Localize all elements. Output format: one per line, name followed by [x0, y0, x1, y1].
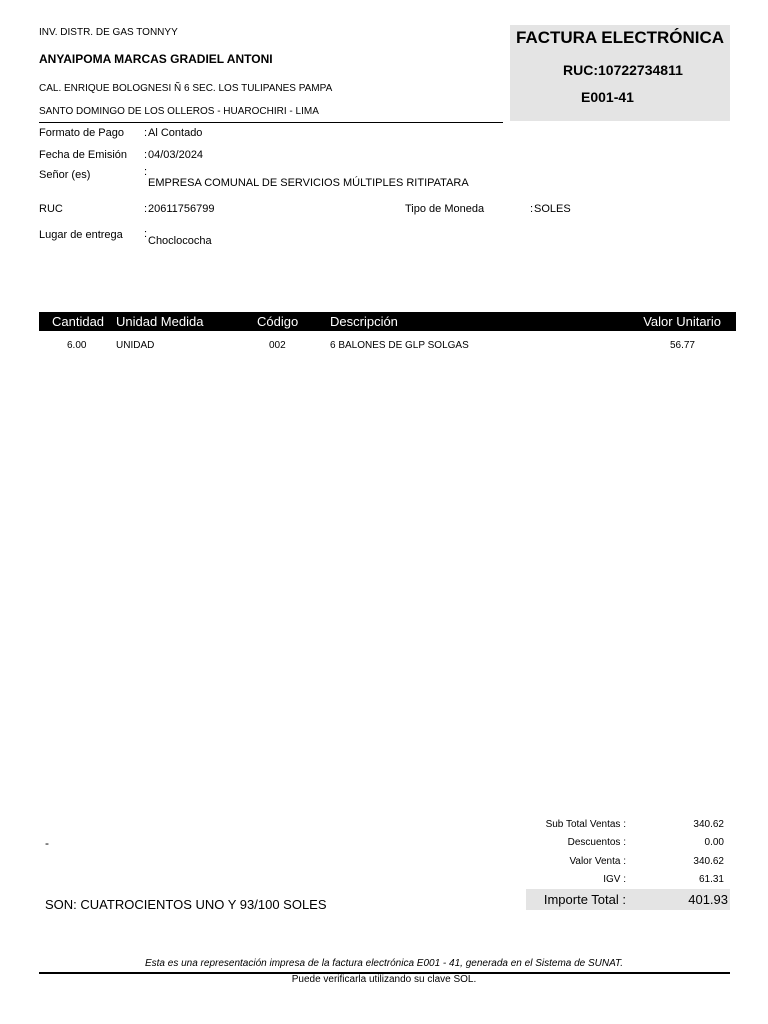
discount-value: 0.00	[704, 837, 724, 848]
issuer-legal-name: ANYAIPOMA MARCAS GRADIEL ANTONI	[39, 52, 273, 66]
col-code-header: Código	[257, 314, 299, 329]
document-ruc	[563, 62, 683, 78]
issuer-trade-name: INV. DISTR. DE GAS TONNYY	[39, 27, 178, 38]
currency-colon: :	[530, 203, 534, 215]
document-ruc-label: RUC:	[563, 62, 598, 78]
col-unit-value-header: Valor Unitario	[643, 314, 721, 329]
row-description: 6 BALONES DE GLP SOLGAS	[330, 340, 469, 351]
delivery-label: Lugar de entrega	[39, 229, 123, 241]
row-quantity: 6.00	[67, 340, 87, 351]
payment-label: Formato de Pago	[39, 127, 124, 139]
col-unit-header: Unidad Medida	[116, 314, 204, 329]
customer-ruc-colon: :	[144, 203, 148, 215]
col-quantity-header: Cantidad	[52, 314, 105, 329]
delivery-value: Choclococha	[148, 235, 212, 247]
payment-value: Al Contado	[148, 127, 203, 139]
igv-value: 61.31	[698, 874, 724, 885]
issuer-address-line1: CAL. ENRIQUE BOLOGNESI Ñ 6 SEC. LOS TULIPANES PAMPA	[39, 83, 333, 94]
subtotal-value: 340.62	[693, 819, 724, 830]
footer-note: Esta es una representación impresa de la factura electrónica E001 - 41, generada en el Sistema de SUNAT.	[144, 958, 624, 969]
sale-value-label: Valor Venta :	[569, 856, 626, 867]
document-ruc-value: 10722734811	[598, 62, 683, 78]
issuer-address-line2: SANTO DOMINGO DE LOS OLLEROS - HUAROCHIRI - LIMA	[39, 106, 319, 117]
sale-value-value: 340.62	[693, 856, 724, 867]
igv-label: IGV :	[603, 874, 626, 885]
total-label: Importe Total :	[543, 892, 626, 907]
document-number: E001-41	[581, 89, 634, 105]
currency-label: Tipo de Moneda	[405, 203, 485, 215]
customer-ruc-label: RUC	[39, 203, 63, 215]
date-colon: :	[144, 149, 148, 161]
observation: -	[45, 836, 49, 850]
customer-value: EMPRESA COMUNAL DE SERVICIOS MÚLTIPLES RITIPATARA	[148, 177, 469, 189]
col-description-header: Descripción	[330, 314, 398, 329]
currency-value: SOLES	[534, 203, 571, 215]
subtotal-label: Sub Total Ventas :	[545, 819, 626, 830]
customer-ruc-value: 20611756799	[148, 203, 215, 215]
items-table-header	[39, 312, 736, 331]
payment-colon: :	[144, 127, 148, 139]
total-value: 401.93	[688, 892, 728, 907]
row-unit: UNIDAD	[116, 340, 155, 351]
customer-colon: :	[144, 166, 148, 178]
footer-verify-note: Puede verificarla utilizando su clave SOL.	[291, 974, 477, 985]
date-label: Fecha de Emisión	[39, 149, 128, 161]
header-divider	[39, 122, 503, 123]
date-value: 04/03/2024	[148, 149, 204, 161]
customer-label: Señor (es)	[39, 169, 91, 181]
document-title: FACTURA ELECTRÓNICA	[516, 28, 725, 47]
row-code: 002	[269, 340, 286, 351]
row-unit-value: 56.77	[669, 340, 695, 351]
discount-label: Descuentos :	[567, 837, 626, 848]
delivery-colon: :	[144, 228, 148, 240]
amount-in-words: SON: CUATROCIENTOS UNO Y 93/100 SOLES	[45, 897, 327, 912]
